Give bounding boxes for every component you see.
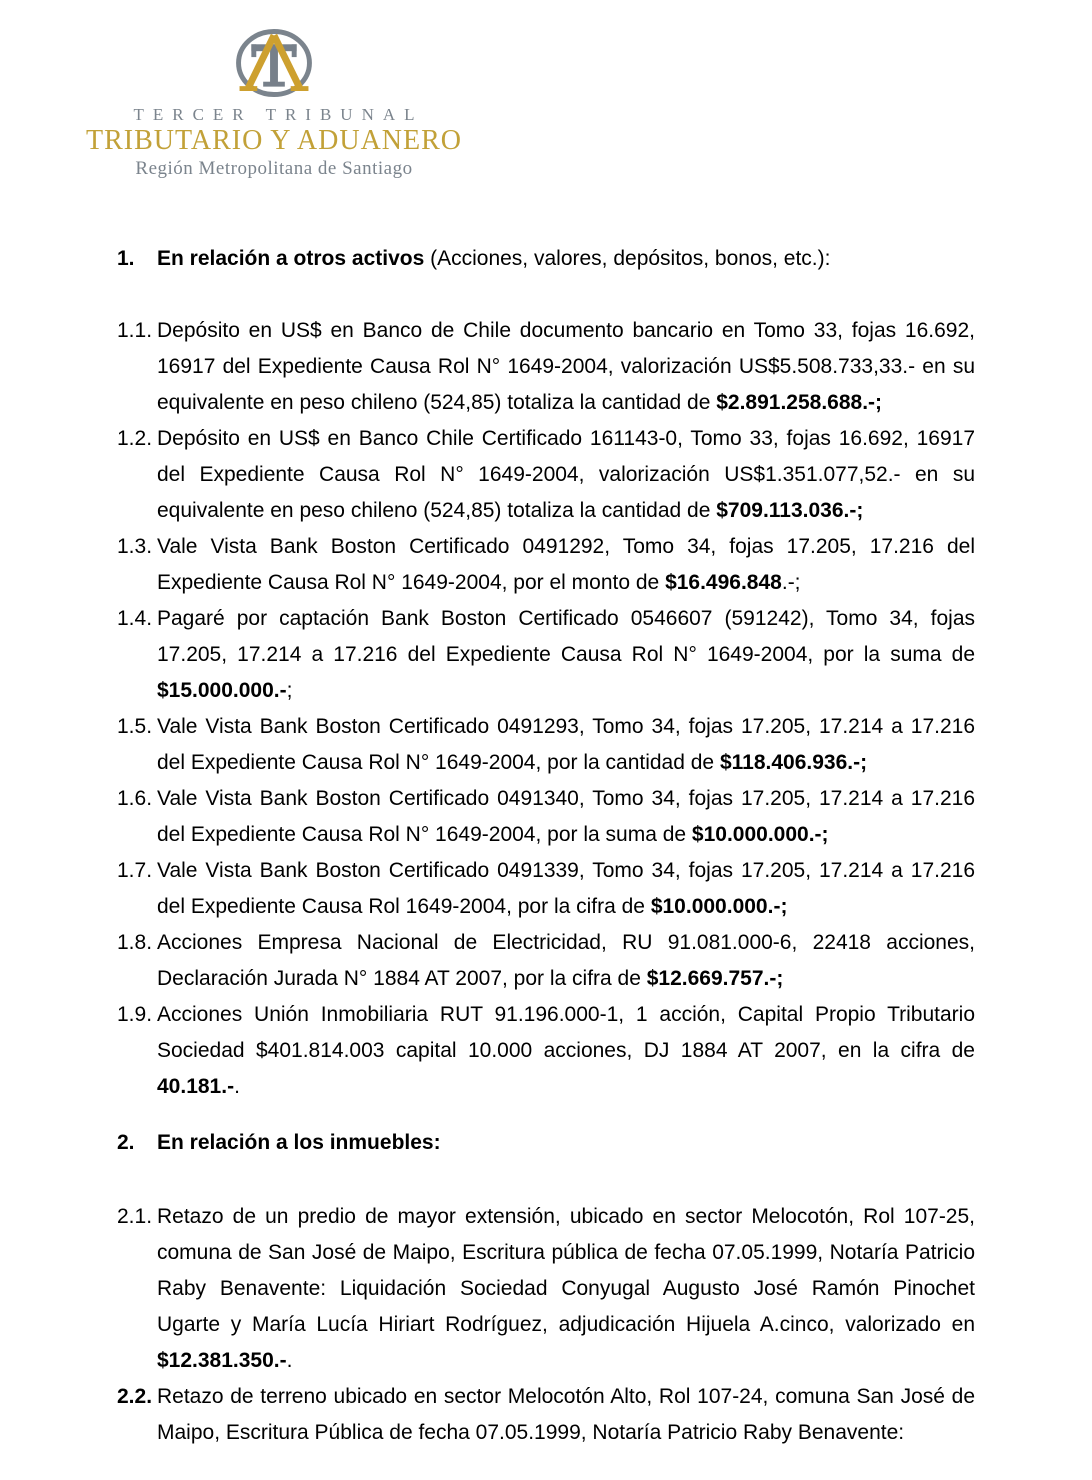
- section-heading: [117, 1125, 975, 1161]
- section-title: En relación a los inmuebles:: [157, 1131, 441, 1154]
- item-text: Vale Vista Bank Boston Certificado 0491339, Tomo 34, fojas 17.205, 17.214 a 17.216 del Expediente Causa Rol 1649-2004, por la cifra de: [157, 859, 975, 918]
- item-text: $15.000.000.-: [157, 679, 287, 702]
- item-number: 1.4.: [117, 607, 153, 630]
- list-item: [117, 313, 975, 421]
- item-text: Acciones Empresa Nacional de Electricidad, RU 91.081.000-6, 22418 acciones, Declaración Jurada N° 1884 AT 2007, por la cifra de: [157, 931, 975, 990]
- item-text: $709.113.036.-;: [716, 499, 864, 522]
- list-item: [117, 925, 975, 997]
- logo-region-line: Región Metropolitana de Santiago: [135, 158, 413, 179]
- list-item: [117, 997, 975, 1105]
- section-title-suffix: (Acciones, valores, depósitos, bonos, etc.):: [424, 247, 831, 270]
- item-text: $12.669.757.-;: [646, 967, 784, 990]
- item-number: 2.1.: [117, 1205, 153, 1228]
- section-title: En relación a otros activos: [157, 247, 425, 270]
- item-text: Retazo de un predio de mayor extensión, ubicado en sector Melocotón, Rol 107-25, comuna de San José de Maipo, Escritura pública de fecha 07.05.1999, Notaría Patricio Raby Benavente: Liquidación Sociedad Conyugal Augusto José Ramón Pinochet Ugarte y María Lucía Hiriart Rodríguez, adjudicación Hijuela A.cinco, valorizado en: [157, 1205, 975, 1336]
- logo-title-line2: TRIBUTARIO Y ADUANERO: [86, 125, 463, 156]
- item-text: Vale Vista Bank Boston Certificado 0491292, Tomo 34, fojas 17.205, 17.216 del Expediente Causa Rol N° 1649-2004, por el monto de: [157, 535, 975, 594]
- document-body: [117, 241, 975, 1451]
- list-item: [117, 529, 975, 601]
- document-section: [117, 1125, 975, 1451]
- item-text: $2.891.258.688.-;: [716, 391, 883, 414]
- item-text: ;: [286, 679, 293, 702]
- item-text: $16.496.848: [665, 571, 782, 594]
- item-text: Acciones Unión Inmobiliaria RUT 91.196.000-1, 1 acción, Capital Propio Tributario Sociedad $401.814.003 capital 10.000 acciones, DJ 1884 AT 2007, en la cifra de: [157, 1003, 975, 1062]
- logo-title-line1: TERCER TRIBUNAL: [133, 105, 424, 124]
- item-text: $10.000.000.-;: [650, 895, 788, 918]
- item-text: Depósito en US$ en Banco Chile Certificado 161143-0, Tomo 33, fojas 16.692, 16917 del Expediente Causa Rol N° 1649-2004, valorización US$1.351.077,52.- en su equivalente en peso chileno (524,85) totaliza la cantidad de: [157, 427, 975, 522]
- list-item: [117, 709, 975, 781]
- item-text: $118.406.936.-;: [719, 751, 868, 774]
- tribunal-monogram-icon: [210, 26, 338, 100]
- item-text: Vale Vista Bank Boston Certificado 0491340, Tomo 34, fojas 17.205, 17.214 a 17.216 del Expediente Causa Rol N° 1649-2004, por la suma de: [157, 787, 975, 846]
- item-number: 1.2.: [117, 427, 153, 450]
- document-section: [117, 241, 975, 1105]
- item-text: Retazo de terreno ubicado en sector Melocotón Alto, Rol 107-24, comuna San José de Maipo, Escritura Pública de fecha 07.05.1999, Notaría Patricio Raby Benavente:: [157, 1385, 975, 1444]
- item-text: $10.000.000.-;: [691, 823, 829, 846]
- item-text: Depósito en US$ en Banco de Chile documento bancario en Tomo 33, fojas 16.692, 16917 del Expediente Causa Rol N° 1649-2004, valorización US$5.508.733,33.- en su equivalente en peso chileno (524,85) totaliza la cantidad de: [157, 319, 975, 414]
- item-text: Pagaré por captación Bank Boston Certificado 0546607 (591242), Tomo 34, fojas 17.205, 17.214 a 17.216 del Expediente Causa Rol N° 1649-2004, por la suma de: [157, 607, 975, 666]
- list-item: [117, 853, 975, 925]
- section-number: 2.: [117, 1131, 135, 1154]
- item-number: 1.5.: [117, 715, 153, 738]
- list-item: [117, 1379, 975, 1451]
- item-number: 2.2.: [117, 1385, 153, 1408]
- item-text: 40.181.-: [157, 1075, 235, 1098]
- item-text: .: [234, 1075, 240, 1098]
- item-number: 1.3.: [117, 535, 153, 558]
- list-item: [117, 601, 975, 709]
- section-number: 1.: [117, 247, 135, 270]
- item-number: 1.8.: [117, 931, 153, 954]
- list-item: [117, 1199, 975, 1379]
- section-heading: [117, 241, 975, 277]
- item-text: $12.381.350.-: [157, 1349, 287, 1372]
- item-number: 1.6.: [117, 787, 153, 810]
- item-text: .-;: [781, 571, 801, 594]
- item-number: 1.1.: [117, 319, 153, 342]
- list-item: [117, 421, 975, 529]
- item-text: .: [286, 1349, 293, 1372]
- item-number: 1.7.: [117, 859, 153, 882]
- item-text: Vale Vista Bank Boston Certificado 0491293, Tomo 34, fojas 17.205, 17.214 a 17.216 del Expediente Causa Rol N° 1649-2004, por la cantidad de: [157, 715, 975, 774]
- list-item: [117, 781, 975, 853]
- item-number: 1.9.: [117, 1003, 153, 1026]
- tribunal-logo: [86, 0, 462, 179]
